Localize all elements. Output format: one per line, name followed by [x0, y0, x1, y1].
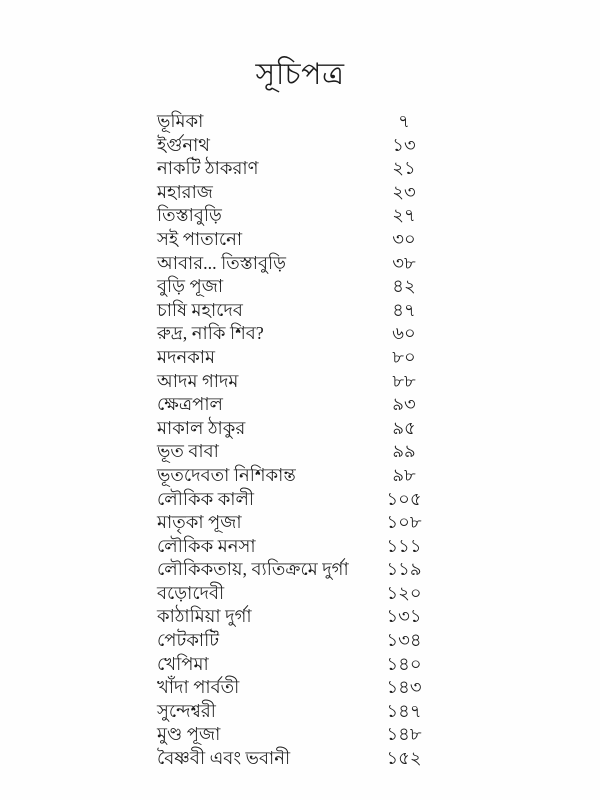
toc-entry-page-number: ১০৮ [386, 512, 422, 533]
toc-entry [0, 370, 600, 394]
toc-entry-page-number: ৯৯ [392, 441, 416, 462]
toc-entry-page-number: ১০৫ [386, 488, 422, 509]
toc-entry-title: বড়োদেবী [157, 582, 225, 603]
toc-entry [0, 700, 600, 724]
toc-entry [0, 275, 600, 299]
toc-entry [0, 558, 600, 582]
toc-entry-title: মাকাল ঠাকুর [157, 417, 246, 438]
toc-entry-page-number: ১৫২ [386, 748, 422, 769]
toc-entry-page-number: ৪২ [392, 276, 416, 297]
toc-entry-title: লৌকিক মনসা [157, 535, 256, 556]
toc-entry-page-number: ২৩ [392, 181, 416, 202]
toc-entry [0, 488, 600, 512]
toc-entry-title: চাষি মহাদেব [157, 299, 243, 320]
toc-entry-page-number: ৭ [398, 111, 410, 131]
toc-entry [0, 723, 600, 747]
toc-entry-page-number: ১১১ [386, 535, 422, 556]
toc-entry [0, 676, 600, 700]
toc-entry-page-number: ৩৮ [392, 252, 416, 273]
toc-entry [0, 393, 600, 417]
toc-entry-title: মাতৃকা পূজা [157, 512, 242, 533]
toc-entry-title: ভূতদেবতা নিশিকান্ত [157, 464, 296, 485]
toc-entry-title: নাকটি ঠাকরাণ [157, 158, 259, 179]
toc-entry-page-number: ৮৮ [392, 370, 416, 391]
toc-entry-page-number: ৯৩ [392, 394, 416, 415]
toc-entry [0, 252, 600, 276]
toc-entry-page-number: ৩০ [392, 228, 416, 249]
toc-entry-title: খাঁদা পার্বতী [157, 677, 240, 698]
toc-entry-title: বৈষ্ণবী এবং ভবানী [157, 748, 291, 769]
toc-entry-page-number: ৪৭ [392, 299, 416, 320]
toc-entry-title: আদম গাদম [157, 370, 239, 391]
toc-entry-page-number: ১৪০ [386, 653, 422, 674]
toc-entry-title: ইর্গুনাথ [157, 134, 210, 155]
toc-entry-page-number: ৬০ [392, 323, 416, 344]
toc-entry [0, 653, 600, 677]
toc-entry [0, 134, 600, 158]
toc-entry [0, 747, 600, 771]
toc-entry-title: বুড়ি পূজা [157, 276, 224, 297]
toc-entry-page-number: ৮০ [392, 346, 416, 367]
toc-entry-page-number: ১৪৮ [386, 724, 422, 745]
toc-entry-title: সই পাতানো [157, 228, 243, 249]
toc-entry [0, 204, 600, 228]
toc-entry-page-number: ১৪৭ [386, 700, 422, 721]
toc-entry-title: ভূমিকা [157, 111, 204, 131]
toc-entry-title: সুন্দেশ্বরী [157, 700, 216, 721]
toc-entry-title: আবার... তিস্তাবুড়ি [157, 252, 286, 273]
toc-entry [0, 228, 600, 252]
toc-entry [0, 582, 600, 606]
toc-entry-title: মদনকাম [157, 346, 216, 367]
toc-entry-page-number: ১৪৩ [386, 677, 422, 698]
toc-entry-title: রুদ্র, নাকি শিব? [157, 323, 264, 344]
toc-list [0, 110, 600, 771]
toc-entry [0, 299, 600, 323]
toc-entry [0, 346, 600, 370]
toc-entry-title: ভূত বাবা [157, 441, 219, 462]
toc-entry [0, 157, 600, 181]
toc-entry [0, 464, 600, 488]
toc-entry-page-number: ১৩ [392, 134, 416, 155]
toc-entry [0, 511, 600, 535]
toc-entry-title: লৌকিক কালী [157, 488, 255, 509]
toc-entry [0, 535, 600, 559]
toc-entry [0, 629, 600, 653]
toc-entry-title: তিস্তাবুড়ি [157, 205, 222, 226]
toc-entry-title: পেটকাটি [157, 630, 220, 651]
toc-entry [0, 605, 600, 629]
toc-entry [0, 417, 600, 441]
toc-entry-title: কাঠামিয়া দুর্গা [157, 606, 252, 627]
toc-entry-title: মহারাজ [157, 181, 213, 202]
toc-entry-page-number: ১১৯ [386, 559, 422, 580]
toc-entry-page-number: ১৩৪ [386, 630, 422, 651]
toc-entry [0, 440, 600, 464]
toc-entry [0, 110, 600, 134]
toc-entry [0, 181, 600, 205]
toc-entry-title: ক্ষেত্রপাল [157, 394, 223, 415]
toc-entry-page-number: ২৭ [392, 205, 416, 226]
toc-entry-title: মুণ্ড পূজা [157, 724, 221, 745]
toc-entry-page-number: ৯৮ [392, 464, 416, 485]
toc-entry-page-number: ২১ [392, 158, 416, 179]
toc-entry-page-number: ৯৫ [392, 417, 416, 438]
page-title: সূচিপত্র [255, 58, 345, 91]
toc-entry-page-number: ১৩১ [386, 606, 422, 627]
toc-entry-title: খেপিমা [157, 653, 209, 674]
toc-entry-title: লৌকিকতায়, ব্যতিক্রমে দুর্গা [157, 559, 349, 580]
toc-entry [0, 322, 600, 346]
toc-entry-page-number: ১২০ [386, 582, 422, 603]
